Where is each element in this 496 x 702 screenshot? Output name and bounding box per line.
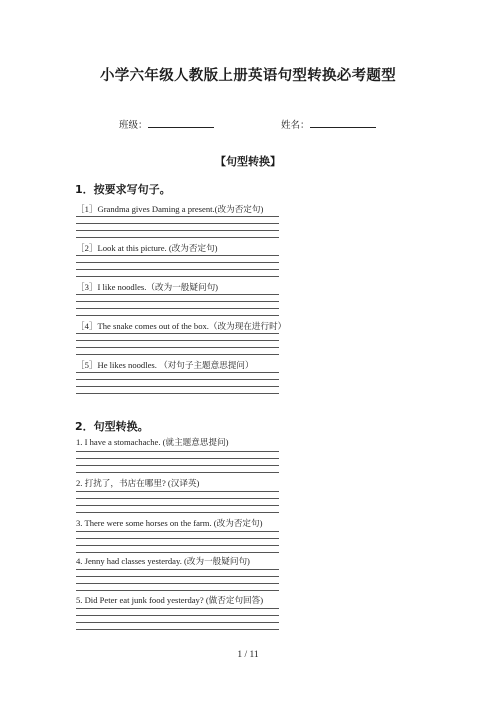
answer-lines-10[interactable] — [76, 608, 279, 630]
part2-heading: 2．句型转换。 — [75, 420, 149, 433]
class-blank[interactable] — [148, 118, 214, 128]
name-label: 姓名： — [281, 120, 310, 131]
class-label: 班级： — [119, 120, 148, 131]
part2-question-1: 1. I have a stomachache. (就主题意思提问) — [76, 437, 229, 447]
document-title: 小学六年级人教版上册英语句型转换必考题型 — [100, 68, 396, 84]
answer-lines-4[interactable] — [76, 333, 279, 355]
answer-lines-1[interactable] — [76, 216, 279, 238]
answer-lines-7[interactable] — [76, 491, 279, 513]
answer-lines-3[interactable] — [76, 294, 279, 316]
part2-question-3: 3. There were some horses on the farm. (改为否定句) — [76, 518, 263, 528]
page-number: 1 / 11 — [237, 650, 259, 660]
part1-question-1: ［1］Grandma gives Daming a present.(改为否定句) — [76, 204, 264, 214]
part2-question-5: 5. Did Peter eat junk food yesterday? (做否定句回答) — [76, 595, 264, 605]
class-field — [119, 117, 214, 131]
answer-lines-5[interactable] — [76, 372, 279, 394]
answer-lines-6[interactable] — [76, 451, 279, 473]
answer-lines-2[interactable] — [76, 255, 279, 277]
part1-question-5: ［5］He likes noodles. （对句子主题意思提问） — [76, 360, 254, 370]
name-blank[interactable] — [310, 118, 376, 128]
answer-lines-8[interactable] — [76, 531, 279, 553]
part2-question-2: 2. 打扰了，书店在哪里? (汉译英) — [76, 478, 200, 488]
answer-lines-9[interactable] — [76, 569, 279, 591]
section-title: 【句型转换】 — [215, 155, 281, 168]
part1-question-4: ［4］The snake comes out of the box.（改为现在进行时） — [76, 321, 287, 331]
part2-question-4: 4. Jenny had classes yesterday. (改为一般疑问句) — [76, 556, 250, 566]
part1-question-2: ［2］Look at this picture. (改为否定句) — [76, 243, 218, 253]
name-field — [281, 117, 376, 131]
part1-heading: 1．按要求写句子。 — [75, 183, 171, 196]
part1-question-3: ［3］I like noodles.（改为一般疑问句) — [76, 282, 219, 292]
